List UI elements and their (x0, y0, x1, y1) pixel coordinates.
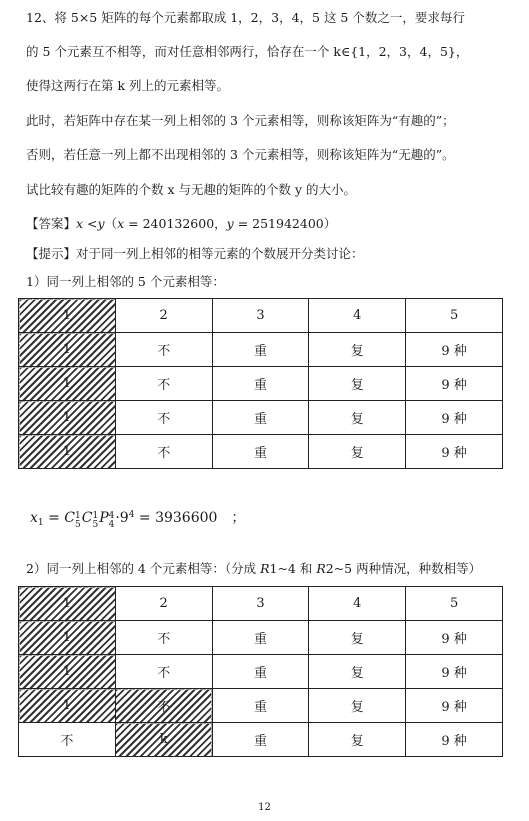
answer-lt: < (83, 216, 98, 231)
formula-c1-sup: 1 (75, 511, 81, 521)
table-cell: 复 (309, 655, 406, 689)
formula-p-sup: 4 (108, 511, 115, 521)
table-cell: 1 (19, 621, 116, 655)
case1-table (18, 298, 503, 469)
table-cell: 重 (212, 621, 309, 655)
table-cell: 9 种 (406, 333, 503, 367)
table-cell: 重 (212, 401, 309, 435)
table-cell: 9 种 (406, 723, 503, 757)
answer-y-value: = 251942400） (233, 216, 337, 231)
table-cell: 重 (212, 435, 309, 469)
formula-lhs-sub: 1 (37, 518, 44, 528)
table-cell: 复 (309, 621, 406, 655)
formula-c2: C (81, 510, 93, 526)
hint-line (26, 246, 364, 262)
case2-r1: R (260, 561, 270, 576)
formula-end: ； (231, 510, 246, 526)
table-cell: 5 (406, 587, 503, 621)
table-cell: 不 (115, 367, 212, 401)
table-row (19, 621, 503, 655)
table-cell: 4 (309, 299, 406, 333)
table-row (19, 435, 503, 469)
answer-x-value: = 240132600， (124, 216, 227, 231)
case1-formula (30, 507, 245, 531)
table-cell: 不 (115, 621, 212, 655)
table-cell: 重 (212, 723, 309, 757)
table-cell: 重 (212, 333, 309, 367)
table-cell: 1 (19, 587, 116, 621)
table-cell: 不 (115, 689, 212, 723)
table-cell: 复 (309, 401, 406, 435)
answer-y: y (97, 216, 105, 231)
problem-line-1: 12、将 5×5 矩阵的每个元素都取成 1，2，3，4，5 这 5 个数之一，要求每行 (26, 10, 465, 25)
answer-tag: 【答案】 (26, 216, 77, 231)
table-cell: 不 (19, 723, 116, 757)
table-cell: 9 种 (406, 689, 503, 723)
answer-x-value-var: x (117, 216, 125, 231)
formula-nine: ·9 (115, 510, 129, 526)
table-row (19, 333, 503, 367)
table-row (19, 655, 503, 689)
table-row (19, 723, 503, 757)
table-cell: 复 (309, 435, 406, 469)
case2-r2: R (316, 561, 326, 576)
page-number: 12 (258, 802, 271, 813)
table-cell: 2 (115, 299, 212, 333)
table-cell: 复 (309, 333, 406, 367)
table-cell: 重 (212, 689, 309, 723)
formula-rhs: = 3936600 (134, 510, 218, 526)
answer-y-value-var: y (226, 216, 234, 231)
table-cell: 9 种 (406, 401, 503, 435)
case2-heading (26, 561, 481, 577)
table-cell: 重 (212, 655, 309, 689)
problem-line-2: 的 5 个元素互不相等，而对任意相邻两行，恰存在一个 k∈{1，2，3，4，5}， (26, 44, 469, 59)
formula-lhs: x (30, 510, 38, 526)
table-cell: 不 (115, 333, 212, 367)
table-cell: 1 (19, 689, 116, 723)
case2-r2-range: 2~5 两种情况，种数相等） (325, 561, 482, 576)
table-cell: 1 (19, 435, 116, 469)
table-cell: 不 (115, 435, 212, 469)
table-row (19, 689, 503, 723)
table-cell: 9 种 (406, 367, 503, 401)
table-cell: 2 (115, 587, 212, 621)
case1-heading: 1）同一列上相邻的 5 个元素相等： (26, 274, 225, 289)
table-cell: 9 种 (406, 655, 503, 689)
table-cell: 9 种 (406, 621, 503, 655)
table-cell: 复 (309, 367, 406, 401)
table-cell: 重 (212, 367, 309, 401)
problem-line-5: 否则，若任意一列上都不出现相邻的 3 个元素相等，则称该矩阵为“无趣的”。 (26, 147, 455, 162)
hint-text: 对于同一列上相邻的相等元素的个数展开分类讨论： (76, 246, 364, 261)
problem-line-3: 使得这两行在第 k 列上的元素相等。 (26, 78, 230, 93)
answer-x: x (76, 216, 84, 231)
table-cell: 不 (115, 655, 212, 689)
problem-line-4: 此时，若矩阵中存在某一列上相邻的 3 个元素相等，则称该矩阵为“有趣的”； (26, 113, 455, 128)
table-cell: 1 (19, 299, 116, 333)
table-row (19, 367, 503, 401)
answer-open: （ (104, 216, 118, 231)
table-cell: 1 (19, 333, 116, 367)
table-cell: 3 (212, 299, 309, 333)
formula-nine-sup: 4 (128, 510, 135, 520)
table-cell: 复 (309, 689, 406, 723)
case2-heading-a: 2）同一列上相邻的 4 个元素相等：（分成 (26, 561, 261, 576)
table-cell: k (115, 723, 212, 757)
table-header-row (19, 587, 503, 621)
formula-c1-sub: 5 (75, 520, 81, 530)
table-cell: 1 (19, 655, 116, 689)
case2-table (18, 586, 503, 757)
formula-c2-sub: 5 (92, 520, 99, 530)
hint-tag: 【提示】 (26, 246, 77, 261)
table-cell: 不 (115, 401, 212, 435)
case2-r1-range: 1~4 和 (269, 561, 317, 576)
formula-p: P (99, 510, 109, 526)
table-cell: 3 (212, 587, 309, 621)
table-cell: 1 (19, 367, 116, 401)
table-header-row (19, 299, 503, 333)
table-cell: 4 (309, 587, 406, 621)
table-cell: 9 种 (406, 435, 503, 469)
formula-eq: = (43, 510, 65, 526)
answer-line (26, 216, 336, 232)
table-cell: 5 (406, 299, 503, 333)
formula-p-sub: 4 (108, 520, 115, 530)
table-cell: 复 (309, 723, 406, 757)
formula-c1: C (64, 510, 75, 526)
problem-line-6: 试比较有趣的矩阵的个数 x 与无趣的矩阵的个数 y 的大小。 (26, 182, 357, 197)
table-cell: 1 (19, 401, 116, 435)
formula-c2-sup: 1 (92, 511, 99, 521)
table-row (19, 401, 503, 435)
